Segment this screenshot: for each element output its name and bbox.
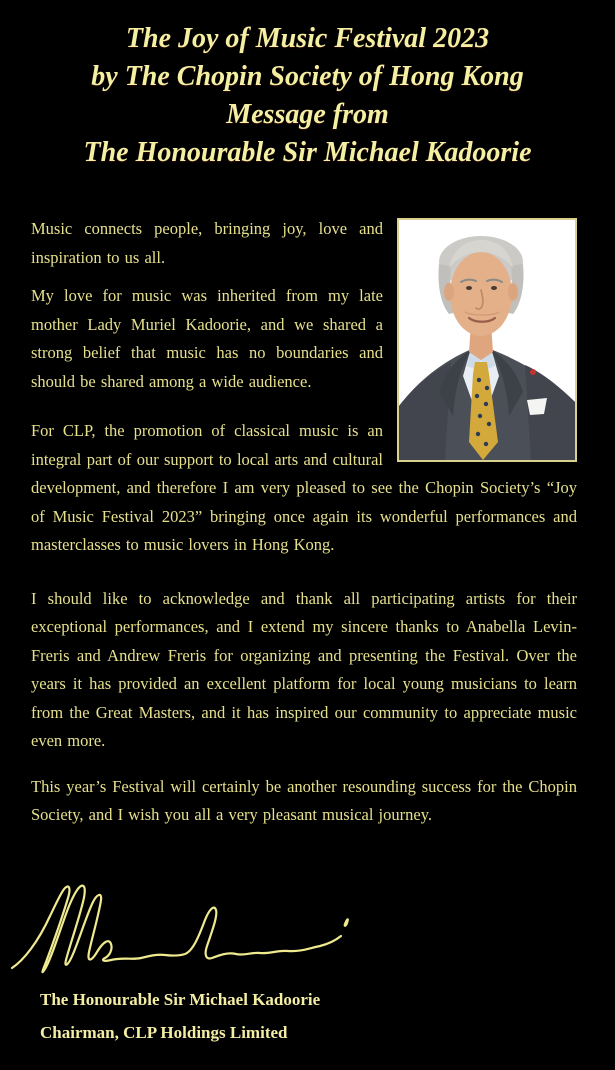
title-festival: The Joy of Music Festival 2023 (125, 23, 490, 54)
signature-handwriting (8, 880, 353, 975)
page-title (0, 0, 615, 172)
signatory-block (40, 983, 615, 1049)
signature (8, 880, 353, 975)
title-author: The Honourable Sir Michael Kadoorie (83, 137, 532, 168)
title-society: by The Chopin Society of Hong Kong (91, 61, 524, 92)
paragraph-4: I should like to acknowledge and thank all participating artists for their exceptional performances, and I extend my sincere thanks to Anabella Levin-Freris and Andrew Freris for organizing and presenting the Festival. Over the years it has provided an excellent platform for local young musicians to learn from the Great Masters, and it has inspired our community to appreciate music even more. (31, 588, 577, 750)
message-body (31, 215, 577, 830)
portrait-photo (397, 218, 577, 462)
paragraph-1: Music connects people, bringing joy, love and inspiration to us all. (31, 219, 383, 267)
paragraph-5: This year’s Festival will certainly be another resounding success for the Chopin Society, and I wish you all a very pleasant musical journey. (31, 776, 577, 824)
signatory-name: The Honourable Sir Michael Kadoorie (40, 989, 321, 1009)
portrait-illustration (399, 220, 575, 460)
paragraph-2: My love for music was inherited from my late mother Lady Muriel Kadoorie, and we shared a strong belief that music has no boundaries and should be shared among a wide audience. (31, 286, 383, 391)
signatory-title: Chairman, CLP Holdings Limited (40, 1022, 288, 1042)
paragraph-3: For CLP, the promotion of classical music is an integral part of our support to local arts and cultural development, and therefore I am very pleased to see the Chopin Society’s “Joy of Music Festival 2023” bringing once again its wonderful performances and masterclasses to music lovers in Hong Kong. (31, 421, 577, 554)
title-message-from: Message from (226, 99, 389, 130)
